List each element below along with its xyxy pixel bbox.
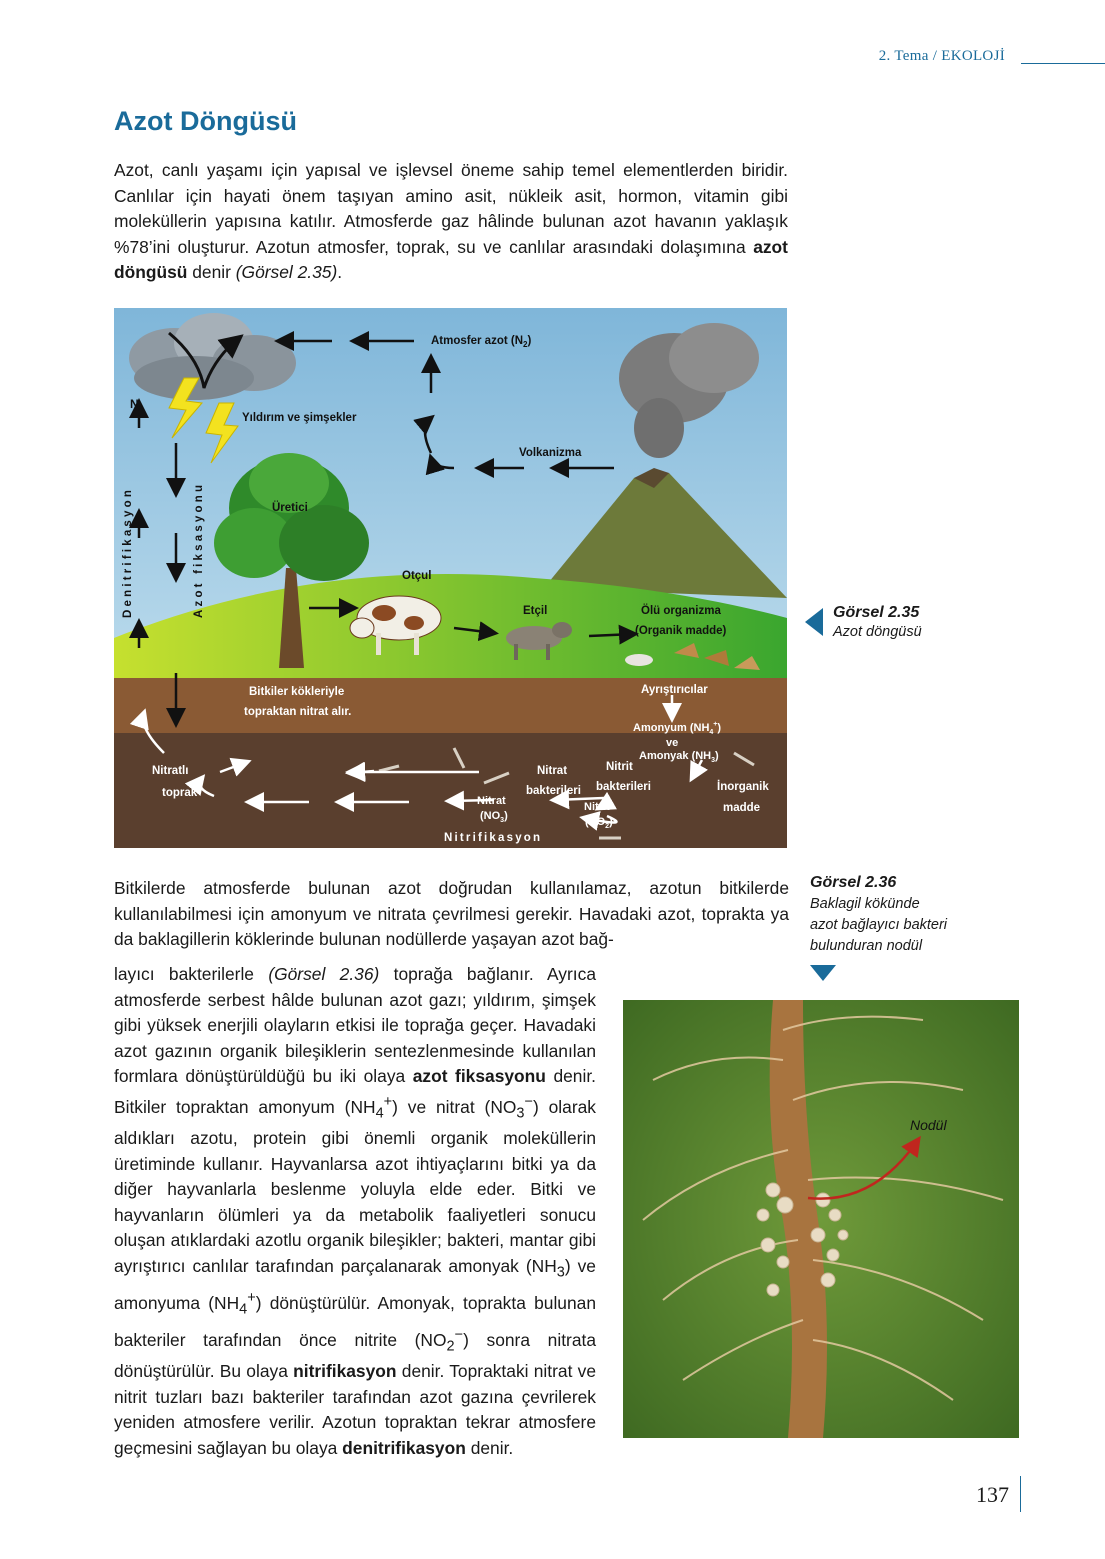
text-run: ) dönüştürülür. Amonyak, toprakta bulunan bakteriler tarafından önce nitrite (NO [114, 1292, 596, 1350]
intro-figure-ref: (Görsel 2.35) [235, 262, 338, 282]
header-text: 2. Tema / EKOLOJİ [878, 48, 1005, 64]
text-run: denir. Bitkiler topraktan amonyum (NH [114, 1066, 597, 1117]
subscript: 2 [446, 1337, 455, 1354]
caption-pointer-icon [810, 965, 836, 981]
nitrite-label-1: Nitrit [584, 801, 610, 813]
section-title: Azot Döngüsü [114, 106, 297, 136]
denitrification-label: Denitrifikasyon [122, 486, 134, 618]
roots-label-2: topraktan nitrat alır. [244, 706, 352, 718]
figure-ref: (Görsel 2.36) [268, 964, 380, 984]
header-rule [1021, 63, 1105, 64]
figure-caption-2-36 [810, 874, 1010, 981]
nitrate-bacteria-label-1: Nitrat [537, 765, 568, 777]
caption-title: Görsel 2.35 [833, 604, 920, 621]
inorganic-label-2: madde [723, 802, 761, 814]
carnivore-label: Etçil [523, 605, 548, 617]
nitrite-label-2: $(NO_2)$ [585, 816, 613, 830]
figure-caption-2-35 [805, 604, 1005, 643]
root-nodule-photo [623, 1000, 1019, 1438]
intro-text: Azot, canlı yaşamı için yapısal ve işlevsel öneme sahip temel elementlerden biridir. Canlılar için hayati önem taşıyan amino asit, nükleik asit, hormon, vitamin gibi moleküllerin yapısına katılır. Atmosferde gaz hâlinde bulunan azot havanın yaklaşık %78’ini oluşturur. Azotun atmosfer, toprak, su ve canlılar arasındaki dolaşımına [114, 160, 788, 257]
volcanism-label: Volkanizma [519, 447, 582, 459]
ammonium-label: Amonyum $(NH_4^+)$ [633, 721, 722, 736]
bold-term: nitrifikasyon [293, 1361, 397, 1382]
subscript: 3 [556, 1264, 565, 1281]
nitrogen-cycle-diagram [114, 308, 787, 848]
caption-line-1: Baklagil kökünde [810, 896, 920, 912]
intro-paragraph: Azot, canlı yaşamı için yapısal ve işlevsel öneme sahip temel elementlerden biridir. Canlılar için hayati önem taşıyan amino asit, nükleik asit, hormon, vitamin gibi moleküllerin yapısına katılır. Atmosferde gaz hâlinde bulunan azot havanın yaklaşık %78’ini oluşturur. Azotun atmosfer, toprak, su ve canlılar arasındaki dolaşımına azot döngüsü denir (Görsel 2.35). [114, 160, 788, 282]
body-paragraph-fullwidth: Bitkilerde atmosferde bulunan azot doğrudan kullanılamaz, azotun bitkilerde kullanılabilmesi için amonyum ve nitrata çevrilmesi gerekir. Havadaki azot, toprakta ya da baklagillerin köklerinde bulunan nodüllerde yaşayan azot bağ- [114, 878, 789, 949]
bold-term: denitrifikasyon [342, 1437, 466, 1458]
nitrate-soil-label-2: toprak [162, 787, 198, 799]
page-number: 137 [976, 1482, 1009, 1507]
superscript: + [383, 1093, 393, 1110]
subscript: 3 [516, 1104, 525, 1121]
decomposers-label: Ayrıştırıcılar [641, 684, 708, 696]
text-run: ) olarak aldıkları azotu, protein gibi önemli organik moleküllerin üretiminde kullanır. Hayvanlarsa azot ihtiyaçlarını bitki ya da diğer hayvanlarla beslenme yoluyla elde eder. Bitki ve hayvanların ölümleri ya da metabolik faaliyetleri sonucu oluşan atıklardaki azotlu organik bileşikler; bakteri, mantar gibi ayrıştırıcı canlılar tarafından parçalanarak amonyak (NH [114, 1096, 596, 1276]
running-header [805, 48, 1105, 72]
nitrate-label-1: Nitrat [477, 795, 506, 807]
nitrogen-fixation-label: Azot fiksasyonu [193, 481, 205, 618]
producer-label: Üretici [272, 502, 308, 514]
dead-organism-label-1: Ölü organizma [641, 605, 721, 617]
subscript: 4 [375, 1104, 384, 1121]
caption-subtitle: Azot döngüsü [833, 624, 922, 640]
dead-organism-label-2: (Organik madde) [635, 625, 727, 637]
bold-term: azot fiksasyonu [412, 1066, 546, 1086]
text-run: denir. [465, 1437, 514, 1458]
nitrite-bacteria-label-2: bakterileri [596, 781, 651, 793]
body-paragraph-column [114, 962, 596, 1461]
superscript: − [524, 1093, 533, 1110]
atmosfer-azot-label: Atmosfer azot $(N_2)$ [431, 335, 532, 349]
intro-text-end: denir [187, 262, 236, 282]
superscript: − [454, 1326, 464, 1343]
nitrate-soil-label-1: Nitratlı [152, 765, 189, 777]
nodule-label: Nodül [910, 1117, 947, 1133]
caption-pointer-icon [805, 608, 823, 636]
text-run: toprağa bağlanır. Ayrıca atmosferde serbest hâlde bulunan azot gazı; yıldırım, şimşek gibi yüksek enerjili olayların etkisi ile toprağa geçer. Havadaki azot gazının organik bileşiklerin sentezlenmesinde kullanılan formlara dönüştürüldüğü bu iki olaya [114, 964, 596, 1086]
inorganic-label-1: İnorganik [717, 781, 769, 793]
text-run: denir. Topraktaki nitrat ve nitrit tuzları bazı bakteriler tarafından azot gazına çevrilerek yeniden atmosfere verilir. Azotun topraktan tekrar atmosfere geçmesini sağlayan bu olaya [114, 1361, 597, 1458]
caption-line-3: bulunduran nodül [810, 938, 923, 954]
roots-label-1: Bitkiler kökleriyle [249, 686, 345, 698]
nitrate-bacteria-label-2: bakterileri [526, 785, 581, 797]
intro-bold-term: azot döngüsü [114, 236, 788, 282]
page-number-rule [1020, 1476, 1021, 1512]
lightning-label: Yıldırım ve şimşekler [242, 412, 357, 424]
ammonia-label: Amonyak $(NH_3)$ [639, 750, 719, 764]
n2-label: $N_2$ [130, 397, 144, 413]
superscript: + [247, 1289, 256, 1306]
subscript: 4 [239, 1301, 248, 1317]
caption-line-2: azot bağlayıcı bakteri [810, 917, 948, 933]
nitrite-bacteria-label-1: Nitrit [606, 761, 633, 773]
caption-title: Görsel 2.36 [810, 874, 897, 891]
text-run: ) sonra nitrata dönüştürülür. Bu olaya [114, 1329, 596, 1382]
herbivore-label: Otçul [402, 570, 432, 582]
nitrification-label: Nitrifikasyon [444, 832, 543, 844]
text-run: ) ve nitrat (NO [392, 1096, 517, 1117]
and-label: ve [666, 737, 679, 749]
text-run: layıcı bakterilerle [114, 964, 269, 984]
text-run: ) ve amonyuma (NH [114, 1255, 596, 1313]
nitrate-label-2: $(NO_3)$ [480, 810, 508, 824]
